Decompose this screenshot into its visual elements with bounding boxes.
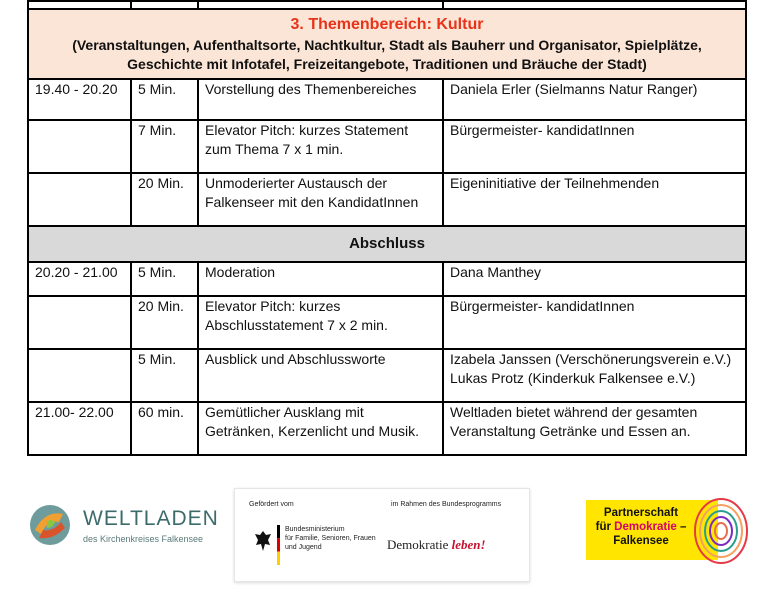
section-header-row [28,226,746,262]
program-label: im Rahmen des Bundesprogramms [391,501,502,508]
partnerschaft-text: Partnerschaft für Demokratie – Falkensee [595,507,687,547]
time-cell [28,296,131,349]
duration-cell: 5 Min. [131,262,198,296]
table-row [28,120,746,173]
duration-cell: 20 Min. [131,296,198,349]
person-cell: Daniela Erler (Sielmanns Natur Ranger) [443,79,746,120]
schedule-table [27,0,747,456]
german-flag-icon [277,525,280,565]
weltladen-title: WELTLADEN [83,507,219,530]
duration-cell: 7 Min. [131,120,198,173]
table-row [28,79,746,120]
table-row [28,1,746,9]
person-line: Izabela Janssen (Verschönerungsverein e.V.) [450,351,732,367]
person-cell: Bürgermeister- kandidatInnen [443,296,746,349]
time-cell [28,349,131,402]
activity-cell: Ausblick und Abschlussworte [198,349,443,402]
time-cell [28,120,131,173]
funded-by-label: Gefördert vom [249,501,294,508]
time-cell: 21.00- 22.00 [28,402,131,455]
person-cell: Bürgermeister- kandidatInnen [443,120,746,173]
duration-cell: 5 Min. [131,349,198,402]
person-line: Lukas Protz (Kinderkuk Falkensee e.V.) [450,370,696,386]
weltladen-subtitle: des Kirchenkreises Falkensee [83,534,204,544]
time-cell [28,173,131,226]
person-cell [443,349,746,402]
time-cell: 20.20 - 21.00 [28,262,131,296]
section-title: Abschluss [28,226,746,262]
table-row [28,349,746,402]
person-cell: Dana Manthey [443,262,746,296]
fingerprint-icon [692,496,750,566]
theme-title: 3. Themenbereich: Kultur [290,16,484,33]
table-row [28,262,746,296]
weltladen-logo [25,500,225,550]
table-row [28,173,746,226]
activity-cell: Elevator Pitch: kurzes Statement zum Thema 7 x 1 min. [198,120,443,173]
activity-cell: Gemütlicher Ausklang mit Getränken, Kerzenlicht und Musik. [198,402,443,455]
logo-bar [0,478,772,591]
ministry-name: Bundesministerium für Familie, Senioren, Frauen und Jugend [285,526,376,551]
table-row [28,402,746,455]
person-cell: Weltladen bietet während der gesamten Veranstaltung Getränke und Essen an. [443,402,746,455]
funding-logo [234,488,530,582]
demokratie-leben-logo: Demokratie leben! [387,537,486,552]
federal-eagle-icon [253,529,273,553]
duration-cell: 5 Min. [131,79,198,120]
activity-cell: Unmoderierter Austausch der Falkenseer mit den KandidatInnen [198,173,443,226]
theme-header-row [28,9,746,79]
activity-cell: Moderation [198,262,443,296]
duration-cell: 20 Min. [131,173,198,226]
person-cell: Eigeninitiative der Teilnehmenden [443,173,746,226]
weltladen-hands-icon [25,500,75,550]
activity-cell: Elevator Pitch: kurzes Abschlusstatement 7 x 2 min. [198,296,443,349]
duration-cell: 60 min. [131,402,198,455]
theme-subtitle: (Veranstaltungen, Aufenthaltsorte, Nachtkultur, Stadt als Bauherr und Organisator, Spielplätze, Geschichte mit Infotafel, Freizeitangebote, Traditionen und Bräuche der Stadt) [72,37,702,72]
table-row [28,296,746,349]
activity-cell: Vorstellung des Themenbereiches [198,79,443,120]
time-cell: 19.40 - 20.20 [28,79,131,120]
